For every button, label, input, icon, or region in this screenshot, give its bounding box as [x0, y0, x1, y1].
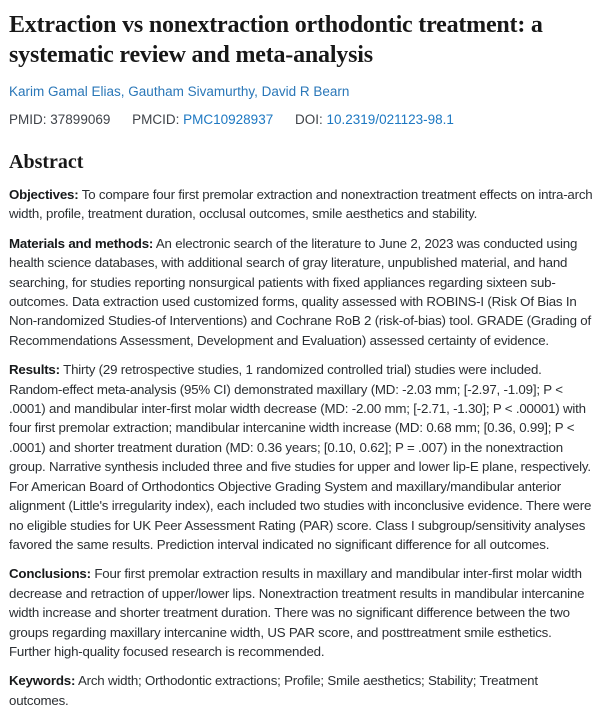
- section-text-results: Thirty (29 retrospective studies, 1 randomized controlled trial) studies were included. Random-effect meta-analysis (95% CI) demonstrated maxillary (MD: -2.03 mm; [-2.97, -1.09]; P < .0001) and mandibular inter-first molar width decrease (MD: -2.00 mm; [-2.71, -1.30]; P < .00001) with four first premolar extraction; mandibular intercanine width increase (MD: 0.68 mm; [0.36, 0.99]; P < .0001) and shorter treatment duration (MD: 0.36 years; [0.10, 0.62]; P = .007) in the nonextraction group. Narrative synthesis included three and five studies for upper and lower lip-E plane, respectively. For American Board of Orthodontics Objective Grading System and maxillary/mandibular anterior alignment (Little's irregularity index), each included two studies with inconclusive evidence. There were no eligible studies for UK Peer Assessment Rating (PAR) score. Class I subgroup/sensitivity analyses favored the same results. Prediction interval indicated no significant difference for all outcomes.: [9, 362, 592, 552]
- pmid-value: 37899069: [50, 112, 111, 127]
- section-text-objectives: To compare four first premolar extraction and nonextraction treatment effects on intra-arch width, profile, treatment duration, occlusal outcomes, smile aesthetics and stability.: [9, 187, 593, 222]
- abstract-section-objectives: [9, 185, 596, 224]
- author-link[interactable]: Gautham Sivamurthy: [128, 84, 255, 99]
- section-label-keywords: Keywords:: [9, 673, 76, 689]
- abstract-section-results: [9, 360, 596, 554]
- doi-item: [295, 112, 454, 127]
- abstract-heading: Abstract: [9, 151, 84, 173]
- pmid-item: [9, 112, 114, 127]
- author-link[interactable]: David R Bearn: [261, 84, 350, 99]
- abstract-section-materials-methods: [9, 234, 596, 350]
- section-label-conclusions: Conclusions:: [9, 566, 91, 582]
- keywords-section: [9, 671, 596, 710]
- authors-list: [9, 83, 596, 101]
- article-title: Extraction vs nonextraction orthodontic treatment: a systematic review and meta-analysis: [9, 12, 543, 68]
- section-label-materials-methods: Materials and methods:: [9, 235, 154, 251]
- identifiers-row: [9, 111, 596, 129]
- doi-link[interactable]: 10.2319/021123-98.1: [326, 112, 454, 127]
- pmid-label: PMID:: [9, 112, 47, 127]
- section-text-conclusions: Four first premolar extraction results in maxillary and mandibular inter-first molar width decrease and retraction of upper/lower lips. Nonextraction treatment results in mandibular intercanine width increase and shorter treatment duration. There was no significant difference between the two groups regarding maxillary intercanine width, US PAR score, and posttreatment smile esthetics. Further high-quality focused research is recommended.: [9, 566, 585, 659]
- abstract-section-conclusions: [9, 564, 596, 661]
- section-label-objectives: Objectives:: [9, 187, 79, 202]
- pmcid-link[interactable]: PMC10928937: [183, 112, 274, 127]
- pmcid-label: PMCID:: [132, 112, 180, 127]
- section-label-results: Results:: [9, 362, 60, 378]
- author-separator: ,: [254, 84, 262, 99]
- author-link[interactable]: Karim Gamal Elias: [9, 84, 121, 99]
- section-text-materials-methods: An electronic search of the literature to June 2, 2023 was conducted using health science databases, with additional search of gray literature, unpublished material, and hand searching, for studies reporting nonsurgical patients with fixed appliances regarding sixteen sub-outcomes. Data extraction used customized forms, quality assessed with ROBINS-I (Risk Of Bias In Non-randomized Studies-of Interventions) and Cochrane RoB 2 (risk-of-bias) tool. GRADE (Grading of Recommendations Assessment, Development and Evaluation) assessed certainty of evidence.: [9, 235, 591, 348]
- section-text-keywords: Arch width; Orthodontic extractions; Profile; Smile aesthetics; Stability; Treatment outcomes.: [9, 673, 538, 708]
- doi-label: DOI:: [294, 112, 323, 127]
- author-separator: ,: [120, 84, 129, 99]
- pmcid-item: [132, 112, 277, 127]
